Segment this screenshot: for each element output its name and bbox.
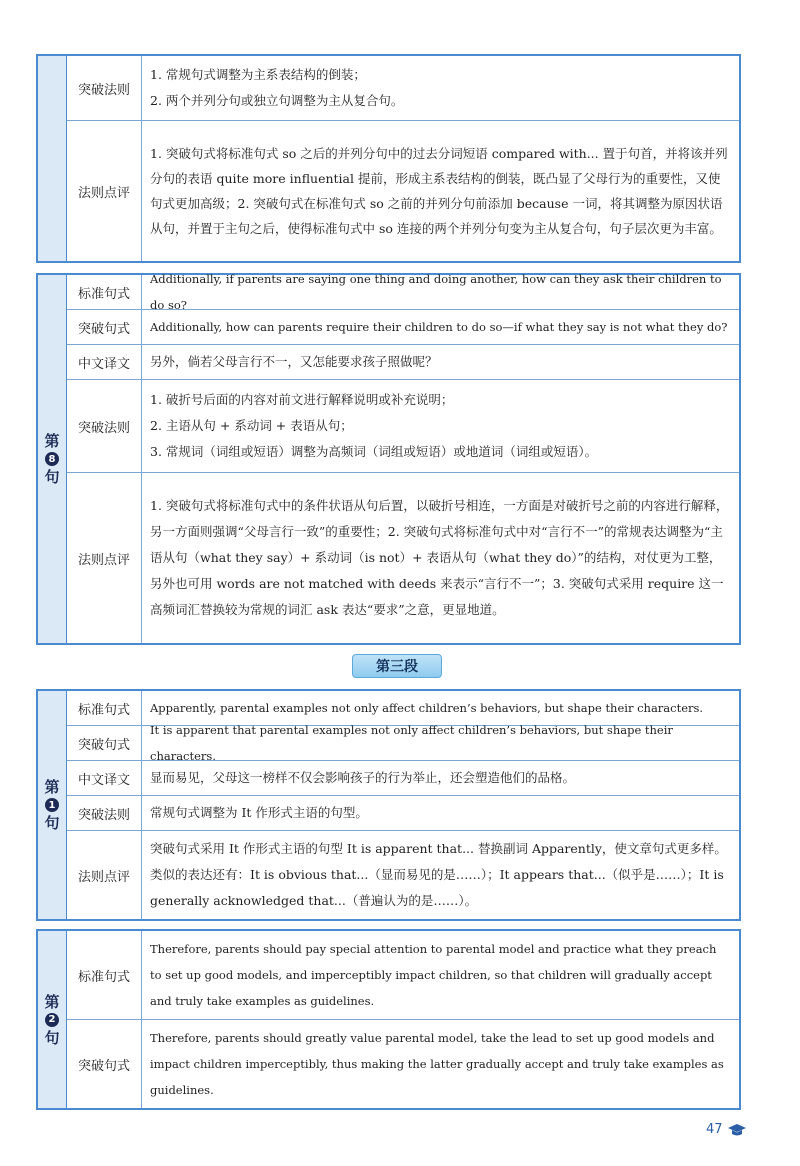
side-char: 第 [44,432,60,450]
row-label: 标准句式 [67,691,142,725]
sentence-number: 2 [45,1013,59,1027]
row-label: 突破句式 [67,1020,142,1108]
row-label: 标准句式 [67,275,142,309]
comment-text: 1. 突破句式将标准句式 so 之后的并列分句中的过去分词短语 compared with... 置于句首，并将该并列分句的表语 quite more influential 提前，形成主系表结构的倒装，既凸显了父母行为的重要性，又使句式更加高级；2. 突破句式在标准句式 so 之前的并列分句前添加 because 一词，将其调整为原因状语从句，并置于主句之后，使得标准句式中 so 连接的两个并列分句变为主从复合句，句子层次更为丰富。 [150,146,728,236]
comment-text: 突破句式采用 It 作形式主语的句型 It is apparent that... 替换副词 Apparently，使文章句式更多样。类似的表达还有：It is obvious that...（显而易见的是……）；It appears that...（似乎是……）；It is generally acknowledged that...（普遍认为的是……）。 [150,841,727,908]
section-title: 第三段 [352,654,442,678]
rule-line: 2. 主语从句 + 系动词 + 表语从句； [150,418,353,433]
rule-line: 1. 破折号后面的内容对前文进行解释说明或补充说明； [150,392,454,407]
rule-line: 常规句式调整为 It 作形式主语的句型。 [150,805,368,820]
sentence-8-table [36,273,741,645]
sentence-number: 8 [45,452,59,466]
rule-table-continued [36,54,741,263]
row-label: 中文译文 [67,761,142,795]
row-label: 突破句式 [67,726,142,760]
row-label: 法则点评 [67,121,142,261]
breakthrough-sentence: It is apparent that parental examples not only affect children’s behaviors, but shape their characters. [150,723,673,763]
page-number: 47 [706,1122,723,1137]
row-label: 法则点评 [67,831,142,919]
graduation-cap-icon [728,1124,746,1136]
side-char: 句 [44,468,60,486]
chinese-translation: 另外，倘若父母言行不一，又怎能要求孩子照做呢？ [150,354,438,369]
sentence-number: 1 [45,798,59,812]
row-label: 中文译文 [67,345,142,379]
row-label: 突破法则 [67,56,142,120]
chinese-translation: 显而易见，父母这一榜样不仅会影响孩子的行为举止，还会塑造他们的品格。 [150,770,576,785]
side-bar [38,56,67,261]
sentence-label [38,931,67,1108]
row-label: 突破法则 [67,796,142,830]
row-label: 突破法则 [67,380,142,472]
breakthrough-sentence: Additionally, how can parents require their children to do so—if what they say is not what they do? [150,320,728,334]
row-label: 突破句式 [67,310,142,344]
comment-text: 1. 突破句式将标准句式中的条件状语从句后置，以破折号相连，一方面是对破折号之前的内容进行解释，另一方面则强调“父母言行一致”的重要性；2. 突破句式将标准句式中对“言行不一”的常规表达调整为“主语从句（what they say）+ 系动词（is not）+ 表语从句（what they do）”的结构，对仗更为工整，另外也可用 words are not matched with deeds 来表示“言行不一”；3. 突破句式采用 require 这一高频词汇替换较为常规的词汇 ask 表达“要求”之意，更显地道。 [150,498,729,617]
side-char: 句 [44,814,60,832]
row-label: 法则点评 [67,473,142,643]
side-char: 第 [44,992,60,1011]
sentence-label [38,275,67,643]
sentence-2-table [36,929,741,1110]
side-char: 第 [44,778,60,796]
rule-line: 3. 常规词（词组或短语）调整为高频词（词组或短语）或地道词（词组或短语）。 [150,444,598,459]
rule-line: 1. 常规句式调整为主系表结构的倒装； [150,67,366,82]
sentence-1-table [36,689,741,921]
breakthrough-sentence: Therefore, parents should greatly value parental model, take the lead to set up good models and impact children imperceptibly, thus making the latter gradually accept and truly take examples as guidelines. [150,1031,724,1097]
standard-sentence: Therefore, parents should pay special attention to parental model and practice what they preach to set up good models, and imperceptibly impact children, so that children will gradually accept and truly take examples as guidelines. [150,942,717,1008]
sentence-label [38,691,67,919]
row-label: 标准句式 [67,931,142,1019]
rule-line: 2. 两个并列分句或独立句调整为主从复合句。 [150,93,404,108]
standard-sentence: Additionally, if parents are saying one thing and doing another, how can they ask their children to do so? [150,272,722,312]
side-char: 句 [44,1028,60,1047]
standard-sentence: Apparently, parental examples not only affect children’s behaviors, but shape their characters. [150,701,704,715]
